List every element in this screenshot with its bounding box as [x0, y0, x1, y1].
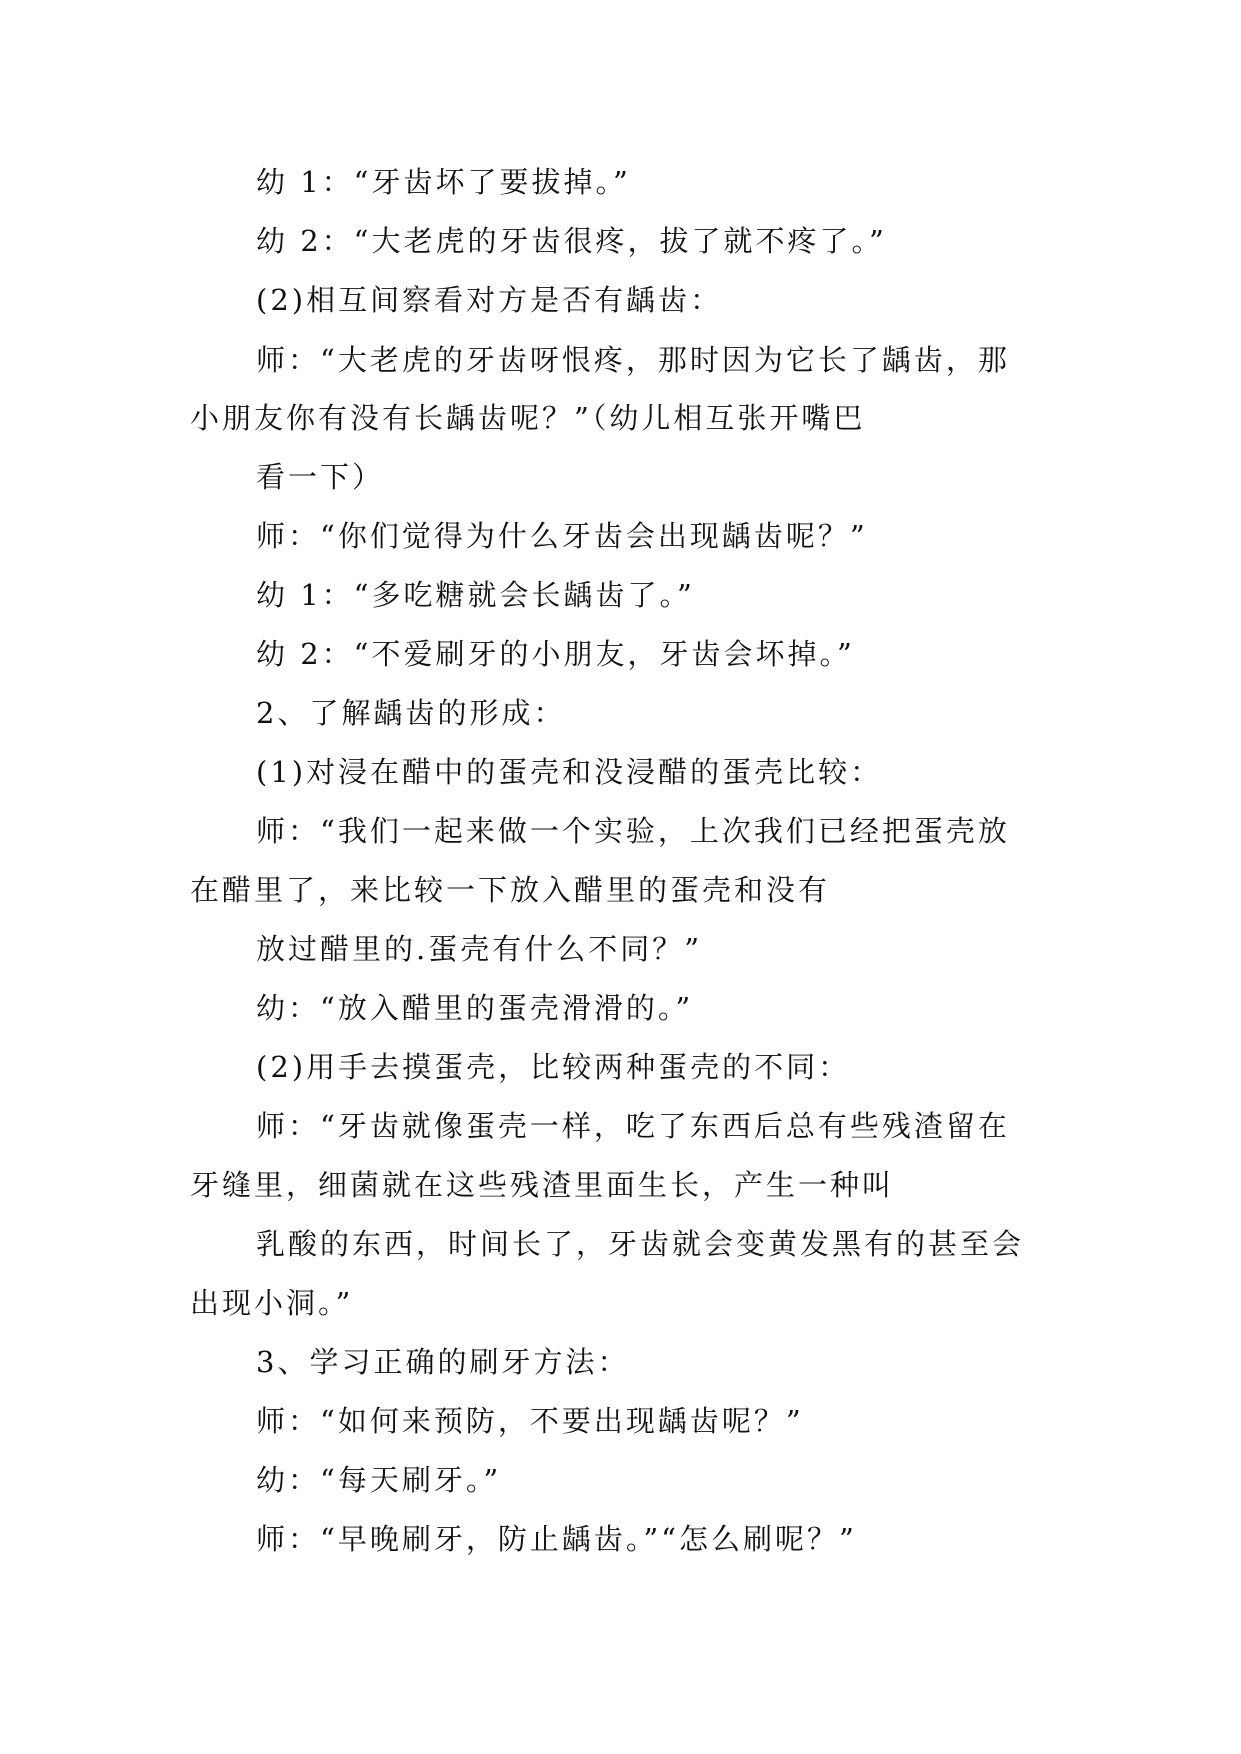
- text-line: 3、学习正确的刷牙方法：: [256, 1345, 630, 1379]
- text-line: 乳酸的东西，时间长了，牙齿就会变黄发黑有的甚至会: [256, 1227, 1025, 1261]
- text-line: (2)相互间察看对方是否有龋齿：: [256, 283, 723, 317]
- text-line: 出现小洞。”: [190, 1286, 354, 1320]
- text-line: 师：“牙齿就像蛋壳一样，吃了东西后总有些残渣留在: [256, 1109, 1010, 1143]
- text-line: 看一下）: [256, 460, 385, 494]
- text-line: 师：“你们觉得为什么牙齿会出现龋齿呢？”: [256, 519, 868, 553]
- text-line: 小朋友你有没有长龋齿呢？”（幼儿相互张开嘴巴: [190, 401, 866, 435]
- text-line: 幼：“每天刷牙。”: [256, 1463, 502, 1497]
- text-line: 在醋里了，来比较一下放入醋里的蛋壳和没有: [190, 873, 831, 907]
- text-line: 幼 2：“大老虎的牙齿很疼，拔了就不疼了。”: [256, 224, 887, 258]
- text-line: (2)用手去摸蛋壳，比较两种蛋壳的不同：: [256, 1050, 851, 1084]
- text-line: 师：“如何来预防，不要出现龋齿呢？”: [256, 1404, 804, 1438]
- text-line: 幼 1：“多吃糖就会长龋齿了。”: [256, 578, 695, 612]
- text-line: 师：“大老虎的牙齿呀恨疼，那时因为它长了龋齿，那: [256, 343, 1010, 377]
- text-line: 放过醋里的.蛋壳有什么不同？”: [256, 932, 703, 966]
- text-line: 2、了解龋齿的形成：: [256, 696, 566, 730]
- text-line: 幼 1：“牙齿坏了要拔掉。”: [256, 165, 631, 199]
- text-line: 师：“早晚刷牙，防止龋齿。”“怎么刷呢？”: [256, 1522, 857, 1556]
- text-line: 幼 2：“不爱刷牙的小朋友，牙齿会坏掉。”: [256, 637, 855, 671]
- text-line: 师：“我们一起来做一个实验，上次我们已经把蛋壳放: [256, 814, 1010, 848]
- text-line: (1)对浸在醋中的蛋壳和没浸醋的蛋壳比较：: [256, 755, 883, 789]
- text-line: 幼：“放入醋里的蛋壳滑滑的。”: [256, 991, 694, 1025]
- text-line: 牙缝里，细菌就在这些残渣里面生长，产生一种叫: [190, 1168, 895, 1202]
